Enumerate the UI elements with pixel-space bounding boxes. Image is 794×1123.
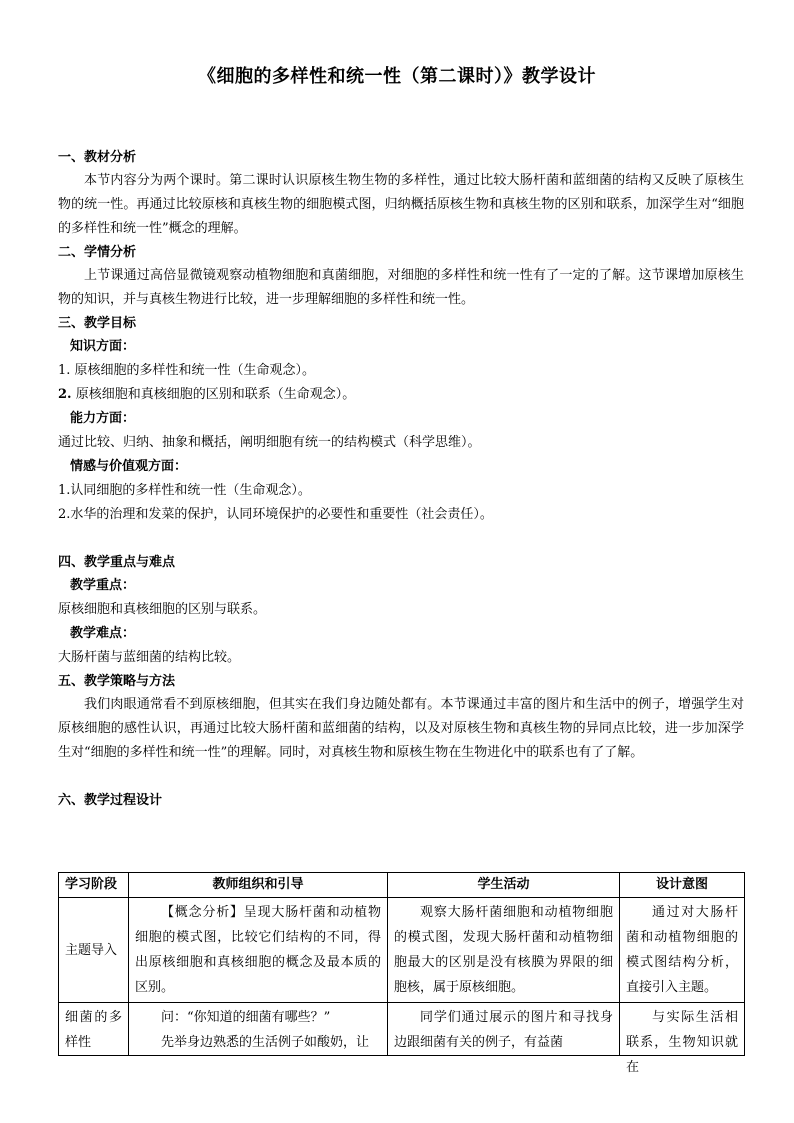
teacher-cell [129, 1003, 388, 1056]
teacher-cell-line-2: 先举身边熟悉的生活例子如酸奶，让 [161, 1035, 370, 1050]
document-title: 《细胞的多样性和统一性（第二课时）》教学设计 [198, 66, 596, 87]
section-2-paragraph: 上节课通过高倍显微镜观察动植物细胞和真菌细胞，对细胞的多样性和统一性有了一定的了解。这节课增加原核生物的知识，并与真核生物进行比较，进一步理解细胞的多样性和统一性。 [58, 268, 744, 307]
section-3-heading: 三、教学目标 [58, 316, 137, 331]
difficulty-text: 大肠杆菌与蓝细菌的结构比较。 [58, 650, 241, 665]
intent-cell: 与实际生活相联系，生物知识就在 [620, 1003, 745, 1056]
section-5-paragraph: 我们肉眼通常看不到原核细胞，但其实在我们身边随处都有。本节课通过丰富的图片和生活中的例子，增强学生对原核细胞的感性认识，再通过比较大肠杆菌和蓝细菌的结构，以及对原核生物和真核生物的异同点比较，进一步加深学生对“细胞的多样性和统一性”的理解。同时，对真核生物和原核生物在生物进化中的联系也有了了解。 [58, 697, 744, 760]
stage-cell: 主题导入 [59, 898, 129, 1003]
spacer [58, 527, 744, 551]
difficulty-label: 教学难点： [70, 626, 136, 641]
student-cell: 观察大肠杆菌细胞和动植物细胞的模式图，发现大肠杆菌和动植物细胞最大的区别是没有核膜为界限的细胞核，属于原核细胞。 [388, 898, 620, 1003]
emotion-item-2: 2.水华的治理和发菜的保护，认同环境保护的必要性和重要性（社会责任）。 [58, 507, 493, 522]
table-row [59, 898, 745, 1003]
section-4-heading: 四、教学重点与难点 [58, 555, 176, 570]
section-5-heading: 五、教学策略与方法 [58, 674, 176, 689]
section-6-heading: 六、教学过程设计 [58, 793, 163, 808]
section-2-heading: 二、学情分析 [58, 245, 137, 260]
ability-label: 能力方面： [70, 411, 136, 426]
knowledge-item-2-text: 原核细胞和真核细胞的区别和联系（生命观念）。 [71, 387, 356, 402]
process-table [58, 872, 745, 1075]
key-point-label: 教学重点： [70, 578, 136, 593]
stage-cell: 细菌的多样性 [59, 1003, 129, 1056]
emotion-label: 情感与价值观方面： [70, 459, 188, 474]
knowledge-item-2-number: 2. [58, 387, 72, 402]
intent-cell: 通过对大肠杆菌和动植物细胞的模式图结构分析，直接引入主题。 [620, 898, 745, 1003]
knowledge-item-1: 1. 原核细胞的多样性和统一性（生命观念）。 [58, 363, 316, 378]
spacer [58, 765, 744, 789]
document-body [58, 146, 744, 812]
table-header-intent: 设计意图 [620, 873, 745, 898]
table-header-student: 学生活动 [388, 873, 620, 898]
table-header-stage: 学习阶段 [59, 873, 129, 898]
ability-item-1: 通过比较、归纳、抽象和概括，阐明细胞有统一的结构模式（科学思维）。 [58, 435, 481, 450]
key-point-text: 原核细胞和真核细胞的区别与联系。 [58, 602, 267, 617]
emotion-item-1: 1.认同细胞的多样性和统一性（生命观念）。 [58, 483, 311, 498]
table-row [59, 1003, 745, 1056]
table-header-teacher: 教师组织和引导 [129, 873, 388, 898]
table-header-row [59, 873, 745, 898]
knowledge-item-2 [58, 383, 744, 407]
section-1-paragraph: 本节内容分为两个课时。第二课时认识原核生物生物的多样性，通过比较大肠杆菌和蓝细菌的结构又反映了原核生物的统一性。再通过比较原核和真核生物的细胞模式图，归纳概括原核生物和真核生物的区别和联系，加深学生对“细胞的多样性和统一性”概念的理解。 [58, 173, 744, 236]
teacher-cell-line-1: 问：“你知道的细菌有哪些？” [161, 1010, 331, 1025]
knowledge-label: 知识方面： [70, 339, 136, 354]
section-1-heading: 一、教材分析 [58, 150, 137, 165]
teacher-cell: 【概念分析】呈现大肠杆菌和动植物细胞的模式图，比较它们结构的不同，得出原核细胞和真核细胞的概念及最本质的区别。 [129, 898, 388, 1003]
student-cell: 同学们通过展示的图片和寻找身边跟细菌有关的例子，有益菌 [388, 1003, 620, 1056]
